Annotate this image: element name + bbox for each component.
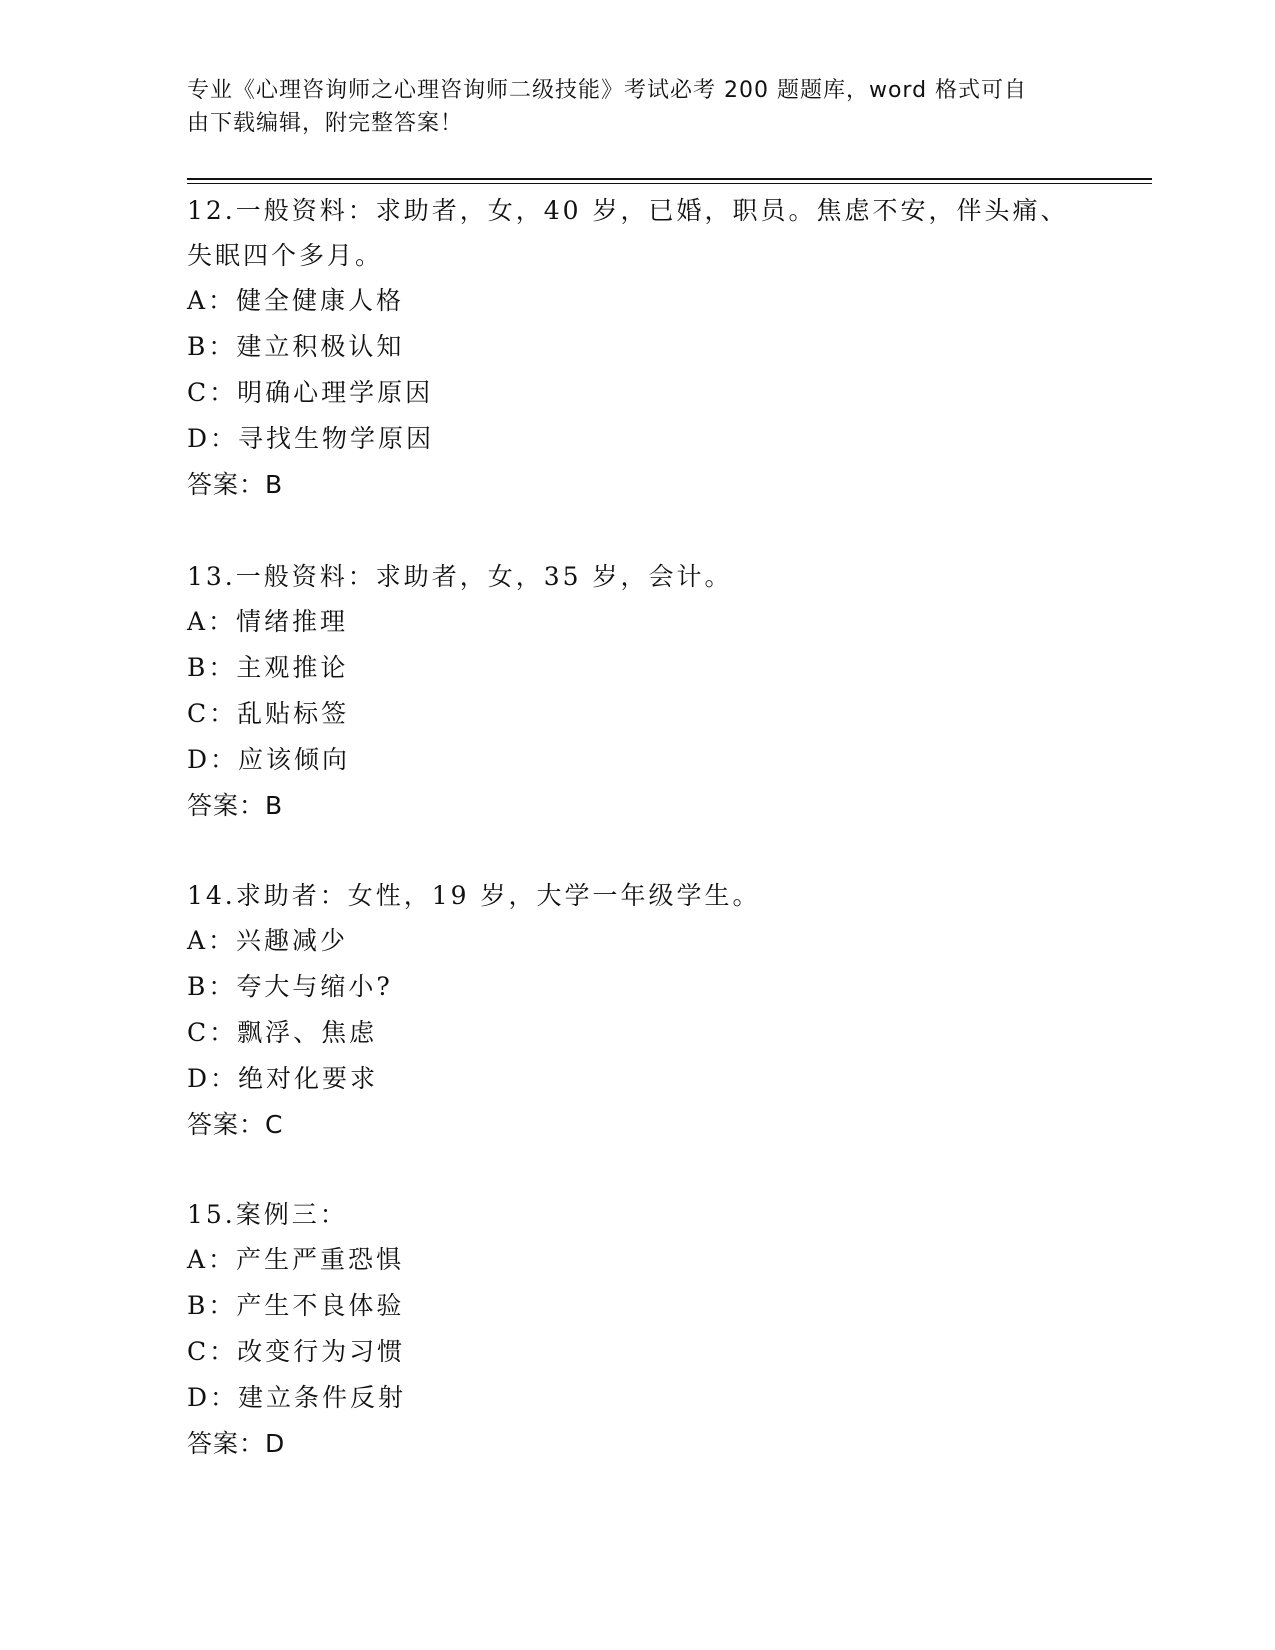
- option-a: A：情绪推理: [187, 607, 349, 636]
- option-a: A：健全健康人格: [187, 286, 405, 315]
- option-d: D：绝对化要求: [187, 1064, 379, 1093]
- option-a: A：兴趣减少: [187, 926, 349, 955]
- answer: 答案：C: [187, 1110, 284, 1139]
- option-c: C：明确心理学原因: [187, 378, 434, 407]
- option-b: B：主观推论: [187, 653, 349, 682]
- answer: 答案：B: [187, 791, 284, 820]
- option-d: D：应该倾向: [187, 745, 351, 774]
- question-15: [187, 1192, 1087, 1466]
- option-c: C：改变行为习惯: [187, 1337, 406, 1366]
- question-stem: 13.一般资料：求助者，女，35 岁，会计。: [187, 562, 733, 591]
- option-b: B：产生不良体验: [187, 1291, 405, 1320]
- option-b: B：夸大与缩小?: [187, 972, 393, 1001]
- question-12: [187, 188, 1087, 507]
- option-c: C：乱贴标签: [187, 699, 350, 728]
- question-stem: 15.案例三：: [187, 1200, 348, 1229]
- header-divider-thin: [187, 183, 1152, 184]
- answer: 答案：B: [187, 470, 284, 499]
- question-14: [187, 873, 1087, 1147]
- answer: 答案：D: [187, 1429, 286, 1458]
- option-b: B：建立积极认知: [187, 332, 405, 361]
- option-a: A：产生严重恐惧: [187, 1245, 405, 1274]
- header-line-2: 由下载编辑，附完整答案！: [187, 111, 464, 136]
- option-d: D：寻找生物学原因: [187, 424, 435, 453]
- document-header: [187, 74, 1087, 140]
- header-divider-thick: [187, 178, 1152, 180]
- question-stem: 14.求助者：女性，19 岁，大学一年级学生。: [187, 881, 761, 910]
- question-stem: 12.一般资料：求助者，女，40 岁，已婚，职员。焦虑不安，伴头痛、: [187, 196, 1069, 225]
- question-13: [187, 554, 1087, 828]
- question-stem-continued: 失眠四个多月。: [187, 241, 384, 270]
- option-c: C：飘浮、焦虑: [187, 1018, 378, 1047]
- header-line-1: 专业《心理咨询师之心理咨询师二级技能》考试必考 200 题题库，word 格式可自: [187, 78, 1028, 103]
- option-d: D：建立条件反射: [187, 1383, 407, 1412]
